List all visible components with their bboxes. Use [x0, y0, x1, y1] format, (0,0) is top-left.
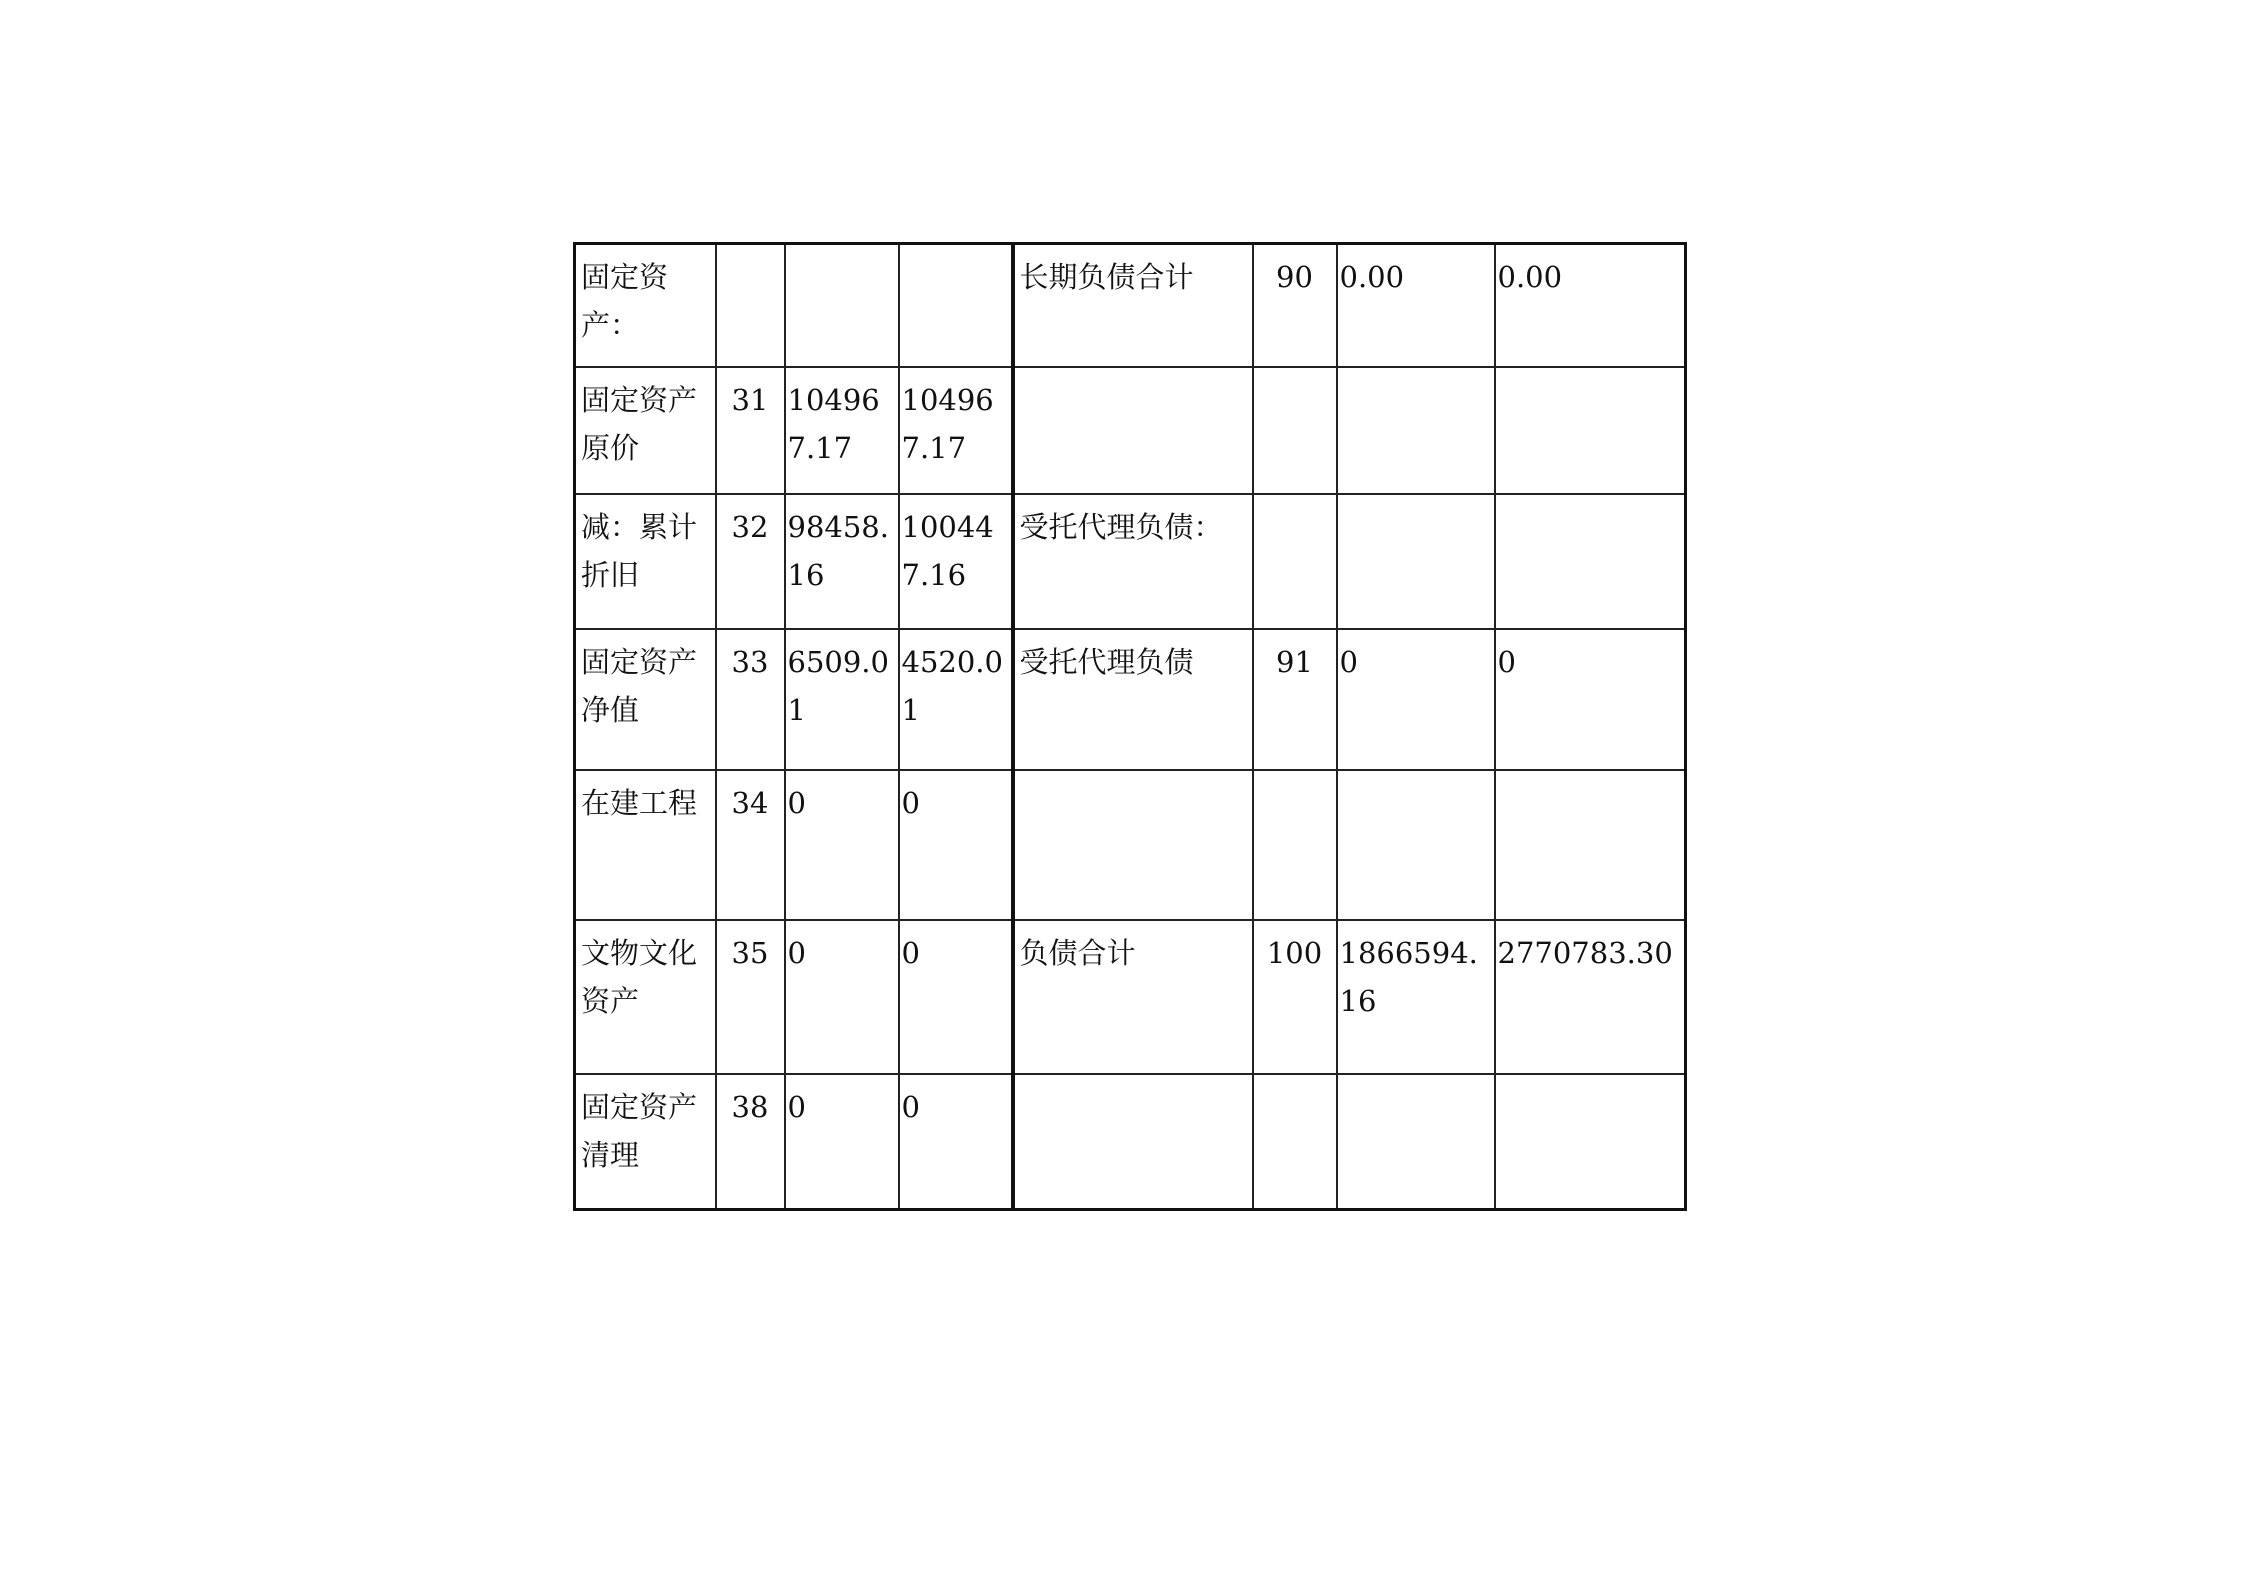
asset-begin-cell: 0: [785, 920, 899, 1074]
asset-begin-cell: 0: [785, 770, 899, 920]
liability-name-cell: 受托代理负债: [1013, 629, 1253, 770]
asset-end-cell: 0: [899, 1074, 1013, 1210]
asset-end-cell: 0: [899, 770, 1013, 920]
asset-line-no-cell: 31: [716, 367, 785, 494]
table-row: [575, 770, 1686, 920]
asset-end-cell: 104967.17: [899, 367, 1013, 494]
liability-name-cell: 长期负债合计: [1013, 244, 1253, 367]
asset-begin-cell: 6509.01: [785, 629, 899, 770]
asset-line-no-cell: 38: [716, 1074, 785, 1210]
asset-name-cell: 文物文化资产: [575, 920, 716, 1074]
liability-name-cell: 负债合计: [1013, 920, 1253, 1074]
asset-begin-cell: 0: [785, 1074, 899, 1210]
table-row: [575, 1074, 1686, 1210]
liability-line-no-cell: [1253, 770, 1337, 920]
liability-end-cell: [1495, 770, 1686, 920]
liability-line-no-cell: 91: [1253, 629, 1337, 770]
liability-end-cell: [1495, 367, 1686, 494]
asset-begin-cell: 98458.16: [785, 494, 899, 629]
table-row: [575, 494, 1686, 629]
liability-begin-cell: [1337, 367, 1495, 494]
asset-line-no-cell: 34: [716, 770, 785, 920]
liability-begin-cell: [1337, 1074, 1495, 1210]
liability-name-cell: [1013, 1074, 1253, 1210]
liability-begin-cell: [1337, 494, 1495, 629]
asset-end-cell: 0: [899, 920, 1013, 1074]
table-row: [575, 629, 1686, 770]
asset-end-cell: 100447.16: [899, 494, 1013, 629]
liability-end-cell: 0.00: [1495, 244, 1686, 367]
asset-line-no-cell: 33: [716, 629, 785, 770]
asset-name-cell: 固定资产清理: [575, 1074, 716, 1210]
table-row: [575, 367, 1686, 494]
liability-begin-cell: 1866594.16: [1337, 920, 1495, 1074]
asset-line-no-cell: [716, 244, 785, 367]
table-row: [575, 920, 1686, 1074]
asset-name-cell: 减：累计折旧: [575, 494, 716, 629]
liability-line-no-cell: 90: [1253, 244, 1337, 367]
liability-begin-cell: [1337, 770, 1495, 920]
liability-end-cell: 2770783.30: [1495, 920, 1686, 1074]
liability-end-cell: [1495, 494, 1686, 629]
asset-name-cell: 固定资产：: [575, 244, 716, 367]
asset-line-no-cell: 35: [716, 920, 785, 1074]
liability-line-no-cell: [1253, 494, 1337, 629]
liability-begin-cell: 0: [1337, 629, 1495, 770]
asset-line-no-cell: 32: [716, 494, 785, 629]
asset-end-cell: [899, 244, 1013, 367]
liability-end-cell: 0: [1495, 629, 1686, 770]
liability-begin-cell: 0.00: [1337, 244, 1495, 367]
asset-name-cell: 固定资产原价: [575, 367, 716, 494]
asset-name-cell: 固定资产净值: [575, 629, 716, 770]
liability-name-cell: 受托代理负债：: [1013, 494, 1253, 629]
balance-sheet-table: [573, 242, 1687, 1211]
liability-name-cell: [1013, 367, 1253, 494]
liability-line-no-cell: [1253, 1074, 1337, 1210]
liability-name-cell: [1013, 770, 1253, 920]
asset-begin-cell: 104967.17: [785, 367, 899, 494]
liability-line-no-cell: [1253, 367, 1337, 494]
asset-begin-cell: [785, 244, 899, 367]
asset-name-cell: 在建工程: [575, 770, 716, 920]
asset-end-cell: 4520.01: [899, 629, 1013, 770]
liability-end-cell: [1495, 1074, 1686, 1210]
table-row: [575, 244, 1686, 367]
liability-line-no-cell: 100: [1253, 920, 1337, 1074]
